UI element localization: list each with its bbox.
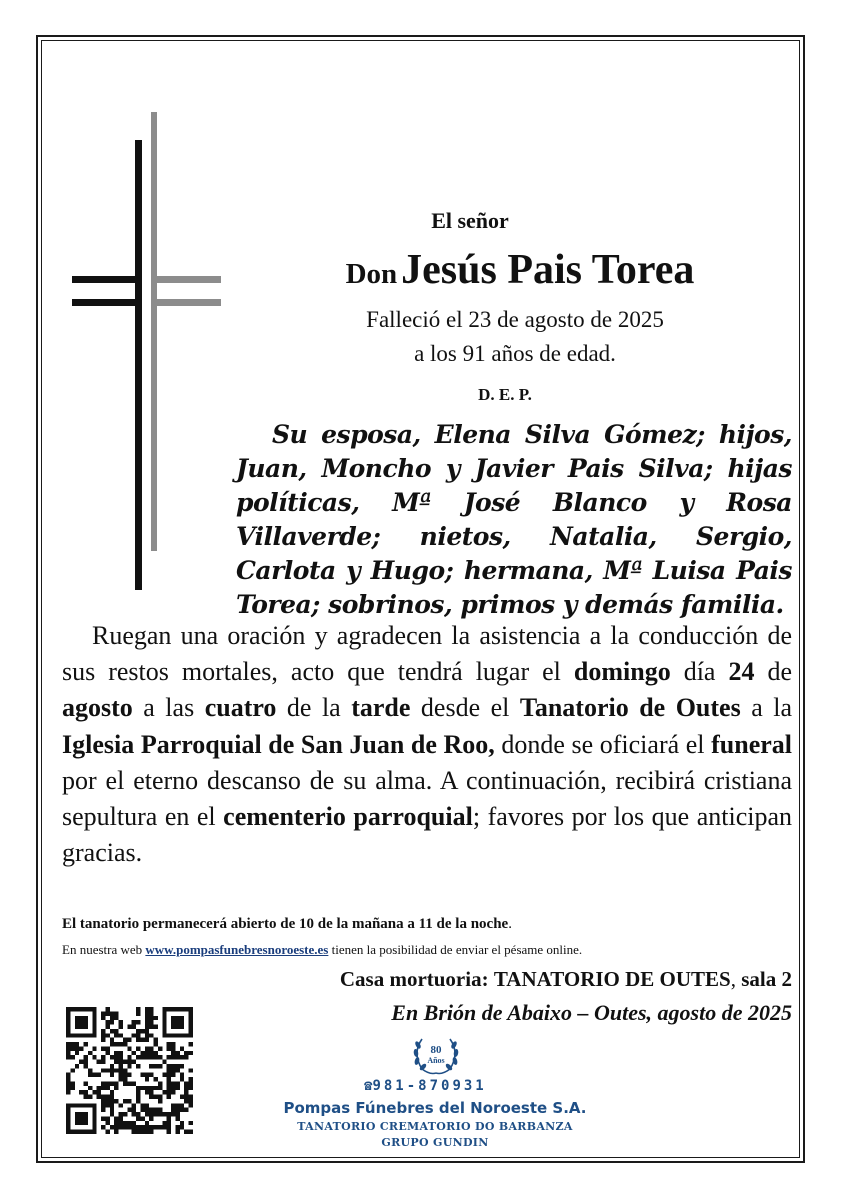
- opening-hours-end: .: [508, 916, 512, 932]
- main-text-5: de la: [276, 693, 352, 723]
- death-details: [300, 303, 730, 371]
- family-paragraph: Su esposa, Elena Silva Gómez; hijos, Juan, Moncho y Javier Pais Silva; hijas políticas, Mª José Blanco y Rosa Villaverde; nietos, Natalia, Sergio, Carlota y Hugo; hermana, Mª Luisa Pais Torea; sobrinos, primos y demás familia.: [236, 420, 792, 619]
- intro-text: El señor: [431, 208, 509, 233]
- phone-icon: ☎: [364, 1078, 373, 1094]
- main-text-4: a las: [132, 693, 205, 723]
- main-bold-5: tarde: [351, 693, 411, 723]
- main-bold-1: domingo: [573, 657, 671, 687]
- opening-hours-text: El tanatorio permanecerá abierto de 10 de la mañana a 11 de la noche: [62, 916, 509, 932]
- main-text-1: Ruegan una oración y agradecen la asistencia a la conducción de sus restos mortales, acto que tendrá lugar el: [62, 621, 792, 687]
- main-paragraph: [62, 618, 792, 871]
- main-bold-9: cementerio parroquial: [223, 802, 473, 832]
- main-bold-8: funeral: [711, 729, 792, 759]
- main-text-3: de: [754, 657, 793, 687]
- death-date: Falleció el 23 de agosto de 2025: [366, 307, 664, 332]
- website-link[interactable]: www.pompasfunebresnoroeste.es: [145, 942, 329, 957]
- main-text-9: por el eterno descanso de su alma. A continuación, recibirá cristiana sepultura en el: [62, 765, 792, 832]
- casa-label: Casa mortuoria:: [339, 967, 489, 991]
- main-bold-4: cuatro: [204, 693, 277, 723]
- web-note: [62, 942, 582, 958]
- main-bold-6: Tanatorio de Outes: [519, 693, 741, 723]
- deceased-name-line: [240, 246, 800, 294]
- company-line-3: GRUPO GUNDIN: [381, 1136, 489, 1149]
- phone-text: 981-870931: [372, 1078, 487, 1094]
- company-name: Pompas Fúnebres del Noroeste S.A.: [283, 1099, 587, 1117]
- casa-room: sala 2: [741, 967, 792, 991]
- dep: D. E. P.: [478, 385, 532, 404]
- main-bold-3: agosto: [62, 693, 133, 723]
- main-bold-2: 24: [728, 657, 755, 687]
- main-text-6: desde el: [410, 693, 520, 723]
- name-prefix: Don: [345, 258, 398, 290]
- phone-number: [364, 1078, 487, 1094]
- place-date: En Brión de Abaixo – Outes, agosto de 2025: [391, 1000, 792, 1025]
- casa-mortuoria: [340, 967, 792, 992]
- main-text-10: ; favores por los que anticipan gracias.: [62, 802, 793, 868]
- opening-hours-note: [62, 916, 512, 933]
- age: a los 91 años de edad.: [414, 341, 616, 366]
- main-text-2: día: [670, 657, 729, 687]
- qr-code-icon[interactable]: [66, 1007, 193, 1134]
- web-note-post: tienen la posibilidad de enviar el pésame online.: [328, 942, 583, 957]
- web-note-pre: En nuestra web: [62, 942, 146, 957]
- main-text-7: a la: [740, 693, 792, 723]
- main-text-8: donde se oficiará el: [494, 729, 712, 759]
- laurel-badge-icon: [408, 1033, 464, 1077]
- badge-number: 80: [430, 1044, 442, 1056]
- casa-separator: ,: [730, 967, 742, 991]
- casa-venue: TANATORIO DE OUTES: [493, 967, 731, 991]
- deceased-name: Jesús Pais Torea: [401, 247, 695, 293]
- badge-word: Años: [427, 1056, 445, 1065]
- main-bold-7: Iglesia Parroquial de San Juan de Roo,: [62, 729, 495, 759]
- company-line-2: TANATORIO CREMATORIO DO BARBANZA: [297, 1120, 573, 1133]
